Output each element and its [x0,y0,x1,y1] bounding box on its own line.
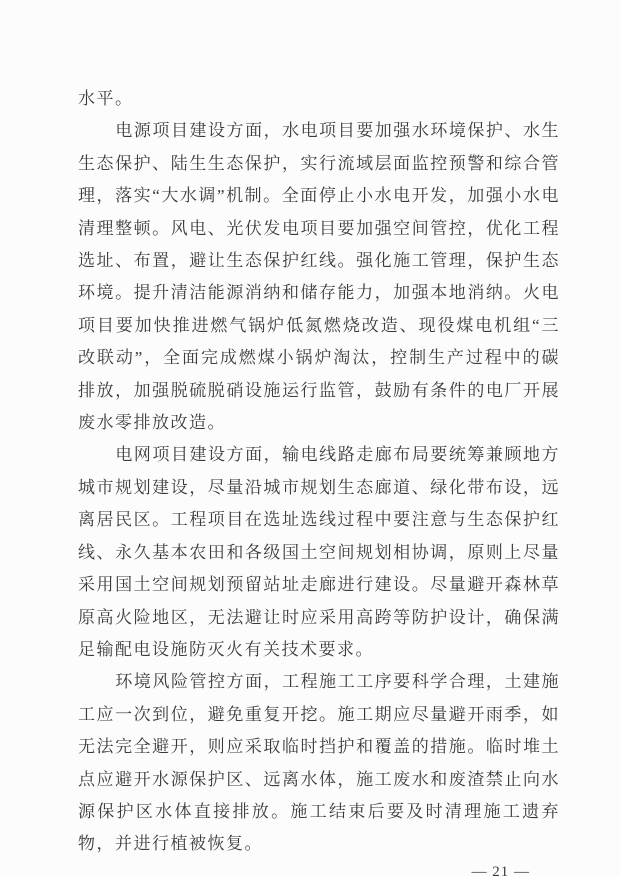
page-footer [78,862,530,876]
paragraph-continuation: 水平。 [78,89,134,108]
paragraph-power-grid-projects: 电网项目建设方面，输电线路走廊布局要统筹兼顾地方城市规划建设，尽量沿城市规划生态廊道、绿化带布设，远离居民区。工程项目在选址选线过程中要注意与生态保护红线、永久基本农田和各级国土空间规划相协调，原则上尽量采用国土空间规划预留站址走廊进行建设。尽量避开森林草原高火险地区，无法避让时应采用高跨等防护设计，确保满足输配电设施防灭火有关技术要求。 [78,445,560,659]
paragraph-power-source-projects: 电源项目建设方面，水电项目要加强水环境保护、水生生态保护、陆生生态保护，实行流域层面监控预警和综合管理，落实“大水调”机制。全面停止小水电开发，加强小水电清理整顿。风电、光伏发电项目要加强空间管控，优化工程选址、布置，避让生态保护红线。强化施工管理，保护生态环境。提升清洁能源消纳和储存能力，加强本地消纳。火电项目要加快推进燃气锅炉低氮燃烧改造、现役煤电机组“三改联动”，全面完成燃煤小锅炉淘汰，控制生产过程中的碳排放，加强脱硫脱硝设施运行监管，鼓励有条件的电厂开展废水零排放改造。 [78,121,560,433]
page-number: — 21 — [471,863,530,876]
paragraph-environmental-risk-control: 环境风险管控方面，工程施工工序要科学合理，土建施工应一次到位，避免重复开挖。施工期应尽量避开雨季，如无法完全避开，则应采取临时挡护和覆盖的措施。临时堆土点应避开水源保护区、远离水体，施工废水和废渣禁止向水源保护区水体直接排放。施工结束后要及时清理施工遗弃物，并进行植被恢复。 [78,672,560,854]
